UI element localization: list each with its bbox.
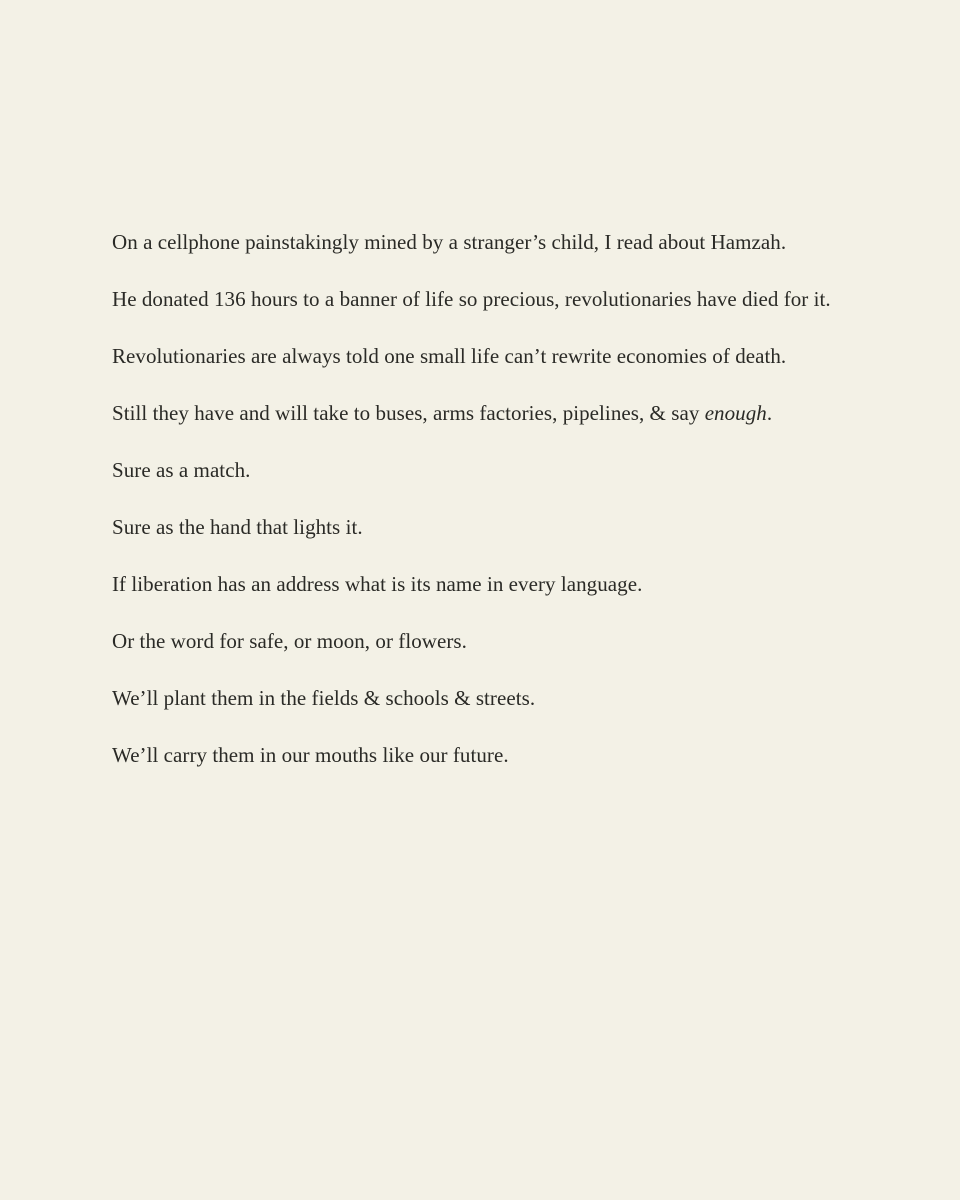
poem-text xyxy=(112,226,952,796)
poem-line-10: We’ll carry them in our mouths like our future. xyxy=(112,743,509,767)
poem-line-2: He donated 136 hours to a banner of life so precious, revolutionaries have died for it. xyxy=(112,287,831,311)
poem-line-1: On a cellphone painstakingly mined by a stranger’s child, I read about Hamzah. xyxy=(112,230,787,254)
poem-line-4 xyxy=(112,397,952,429)
emphasized-word: enough xyxy=(704,401,767,425)
poem-line-3: Revolutionaries are always told one small life can’t rewrite economies of death. xyxy=(112,344,787,368)
poem-line-9: We’ll plant them in the fields & schools & streets. xyxy=(112,686,536,710)
poem-line-4-period: . xyxy=(766,401,773,425)
poem-line-5: Sure as a match. xyxy=(112,458,251,482)
poem-line-4-text: Still they have and will take to buses, arms factories, pipelines, & say xyxy=(112,401,705,425)
poem-line-8: Or the word for safe, or moon, or flowers. xyxy=(112,629,467,653)
poem-line-7: If liberation has an address what is its name in every language. xyxy=(112,572,643,596)
poem-line-6: Sure as the hand that lights it. xyxy=(112,515,363,539)
